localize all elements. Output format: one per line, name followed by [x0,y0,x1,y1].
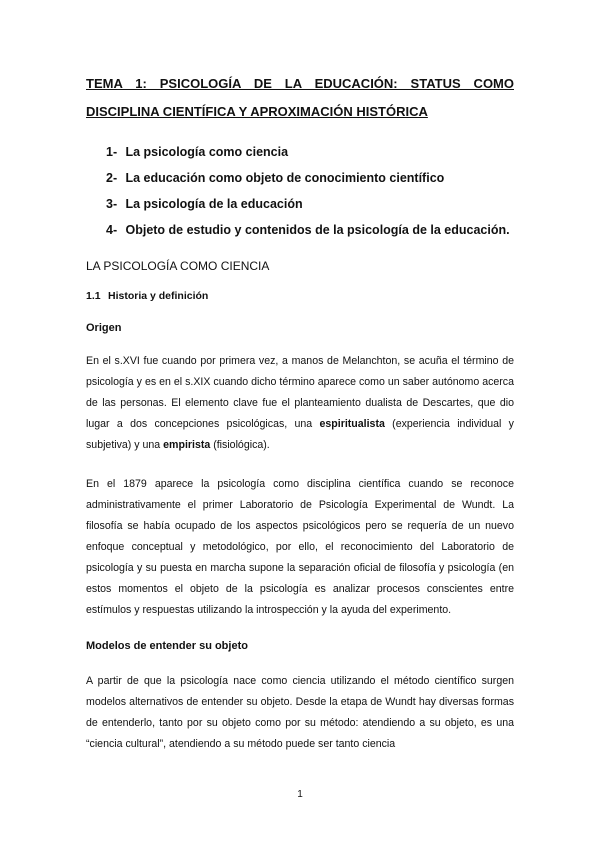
toc-item-number: 2- [106,171,118,185]
paragraph-origen-1 [86,351,514,456]
subsection-heading [86,290,208,302]
modelos-heading: Modelos de entender su objeto [86,640,248,652]
toc-item-label: La psicología como ciencia [125,145,289,159]
document-title-line-2: DISCIPLINA CIENTÍFICA Y APROXIMACIÓN HISTÓRICA [86,104,428,119]
bold-term-empirista: empirista [163,439,211,451]
page-number: 1 [297,789,303,800]
toc-item-number: 4- [106,223,118,237]
toc-item-label: La psicología de la educación [125,197,303,211]
toc-item-label: La educación como objeto de conocimiento científico [125,171,445,185]
bold-term-espiritualista: espiritualista [319,418,385,430]
section-heading: LA PSICOLOGÍA COMO CIENCIA [86,259,270,273]
toc-item-number: 3- [106,197,118,211]
paragraph-modelos: A partir de que la psicología nace como ciencia utilizando el método científico surgen modelos alternativos de entender su objeto. Desde la etapa de Wundt hay diversas formas de entenderlo, tanto por su objeto como por su método: atendiendo a su objeto, es una “ciencia cultural”, atendiendo a su método puede ser tanto ciencia [86,675,514,750]
paragraph-text: (fisiológica). [210,439,270,451]
paragraph-origen-2: En el 1879 aparece la psicología como disciplina científica cuando se reconoce administrativamente el primer Laboratorio de Psicología Experimental de Wundt. La filosofía se había ocupado de los aspectos psicológicos pero se requería de un nuevo enfoque conceptual y metodológico, por ello, el reconocimiento del Laboratorio de psicología y su puesta en marcha supone la separación oficial de filosofía y psicología (en estos momentos el objeto de la psicología es analizar procesos conscientes entre estímulos y respuestas utilizando la introspección y la ayuda del experimento. [86,478,514,616]
toc-item [106,217,510,243]
subsection-label: Historia y definición [108,290,209,302]
origen-heading: Origen [86,322,122,334]
table-of-contents [106,139,510,243]
toc-item [106,165,510,191]
paragraph-text: En el s.XVI fue cuando por primera vez, a manos de Melanchton, se acuña el término de psicología y es en el s.XIX cuando dicho término aparece como un saber autónomo acerca de las personas. El elemento clave fue el planteamiento dualista de Descartes, que dio lugar a dos concepciones psicológicas, una [86,355,514,430]
toc-item-label: Objeto de estudio y contenidos de la psicología de la educación. [125,223,510,237]
subsection-number: 1.1 [86,290,101,302]
paragraph-text: (experiencia individual y subjetiva) y una [86,418,514,451]
document-title-line-1: TEMA 1: PSICOLOGÍA DE LA EDUCACIÓN: STATUS COMO [86,76,514,91]
toc-item [106,191,510,217]
toc-item-number: 1- [106,145,118,159]
toc-item [106,139,510,165]
